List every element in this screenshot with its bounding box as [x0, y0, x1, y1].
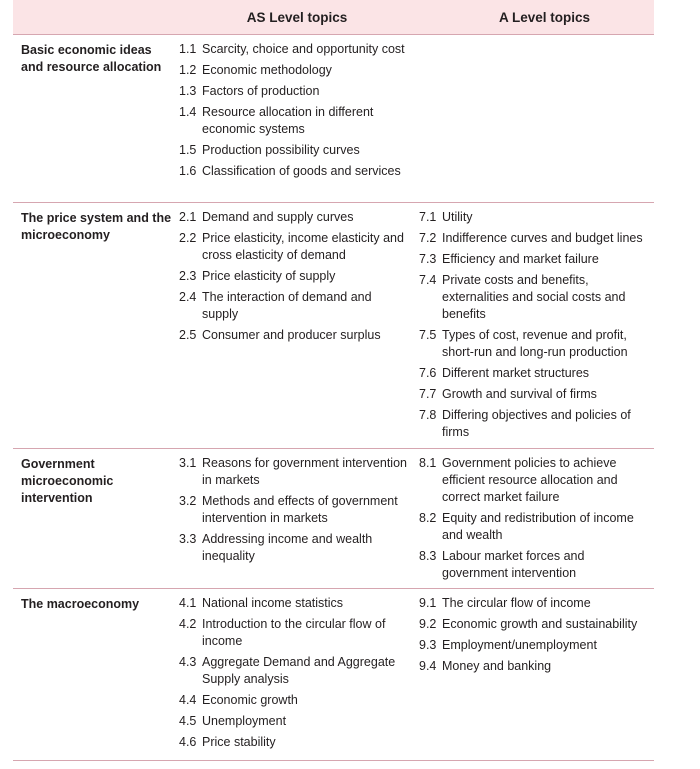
- item-number: 9.3: [419, 638, 437, 652]
- item-text: Production possibility curves: [202, 143, 360, 157]
- as-topics-cell: [175, 455, 415, 588]
- item-number: 7.4: [419, 273, 437, 287]
- table-row: [13, 202, 654, 448]
- item-number: 8.1: [419, 456, 437, 470]
- item-number: 9.2: [419, 617, 437, 631]
- item-text: Resource allocation in different economic systems: [202, 105, 374, 136]
- list-item: [419, 658, 654, 675]
- item-text: Economic methodology: [202, 63, 332, 77]
- list-item: [419, 407, 654, 441]
- item-number: 7.1: [419, 210, 437, 224]
- list-item: [179, 531, 415, 565]
- item-number: 7.6: [419, 366, 437, 380]
- header-a-level: A Level topics: [498, 9, 591, 25]
- item-number: 4.4: [179, 693, 197, 707]
- item-text: Private costs and benefits, externalities and social costs and benefits: [442, 273, 626, 321]
- item-text: Introduction to the circular flow of income: [202, 617, 386, 648]
- list-item: [419, 510, 654, 544]
- item-text: Methods and effects of government intervention in markets: [202, 494, 398, 525]
- row-topic: Basic economic ideas and resource allocation: [21, 43, 162, 74]
- item-text: Differing objectives and policies of firms: [442, 408, 631, 439]
- list-item: [179, 455, 415, 489]
- item-number: 7.7: [419, 387, 437, 401]
- item-number: 4.2: [179, 617, 197, 631]
- a-level-topics-cell: [415, 41, 654, 202]
- row-topic: The macroeconomy: [21, 597, 140, 611]
- item-number: 7.8: [419, 408, 437, 422]
- item-text: Consumer and producer surplus: [202, 328, 381, 342]
- list-item: [419, 455, 654, 506]
- item-number: 1.4: [179, 105, 197, 119]
- item-text: Reasons for government intervention in markets: [202, 456, 407, 487]
- item-number: 1.6: [179, 164, 197, 178]
- item-text: Money and banking: [442, 659, 552, 673]
- item-text: Government policies to achieve efficient resource allocation and correct market failure: [442, 456, 618, 504]
- list-item: [419, 327, 654, 361]
- item-number: 2.5: [179, 328, 197, 342]
- as-topics-cell: [175, 41, 415, 202]
- item-text: Price stability: [202, 735, 276, 749]
- row-topic: The price system and the microeconomy: [21, 211, 172, 242]
- list-item: [179, 654, 415, 688]
- list-item: [179, 163, 415, 180]
- table-row: [13, 588, 654, 761]
- list-item: [179, 327, 415, 344]
- item-number: 4.6: [179, 735, 197, 749]
- item-text: Efficiency and market failure: [442, 252, 599, 266]
- list-item: [179, 616, 415, 650]
- list-item: [179, 268, 415, 285]
- list-item: [179, 595, 415, 612]
- table-header: [13, 0, 654, 34]
- syllabus-table: [13, 0, 654, 761]
- item-number: 7.5: [419, 328, 437, 342]
- list-item: [179, 209, 415, 226]
- a-level-topics-cell: [415, 455, 654, 588]
- item-number: 4.3: [179, 655, 197, 669]
- list-item: [179, 142, 415, 159]
- list-item: [419, 272, 654, 323]
- list-item: [419, 595, 654, 612]
- row-topic: Government microeconomic intervention: [21, 457, 114, 505]
- list-item: [179, 62, 415, 79]
- list-item: [179, 713, 415, 730]
- list-item: [179, 692, 415, 709]
- item-number: 2.1: [179, 210, 197, 224]
- list-item: [419, 616, 654, 633]
- item-number: 9.1: [419, 596, 437, 610]
- item-number: 7.3: [419, 252, 437, 266]
- item-text: Price elasticity of supply: [202, 269, 336, 283]
- item-text: National income statistics: [202, 596, 344, 610]
- item-number: 4.5: [179, 714, 197, 728]
- list-item: [179, 230, 415, 264]
- item-text: Classification of goods and services: [202, 164, 401, 178]
- item-text: Price elasticity, income elasticity and cross elasticity of demand: [202, 231, 404, 262]
- list-item: [179, 83, 415, 100]
- item-text: Unemployment: [202, 714, 287, 728]
- a-level-topics-cell: [415, 595, 654, 760]
- item-number: 3.1: [179, 456, 197, 470]
- table-row: [13, 448, 654, 588]
- list-item: [419, 230, 654, 247]
- list-item: [419, 637, 654, 654]
- as-topics-cell: [175, 595, 415, 760]
- item-text: The interaction of demand and supply: [202, 290, 372, 321]
- item-number: 1.2: [179, 63, 197, 77]
- item-number: 3.3: [179, 532, 197, 546]
- item-number: 1.3: [179, 84, 197, 98]
- item-number: 7.2: [419, 231, 437, 245]
- item-text: Scarcity, choice and opportunity cost: [202, 42, 405, 56]
- item-text: Equity and redistribution of income and wealth: [442, 511, 634, 542]
- item-text: Factors of production: [202, 84, 320, 98]
- list-item: [179, 734, 415, 751]
- item-text: Different market structures: [442, 366, 590, 380]
- item-text: Employment/unemployment: [442, 638, 597, 652]
- header-as-level: AS Level topics: [246, 9, 348, 25]
- a-level-topics-cell: [415, 209, 654, 448]
- list-item: [179, 289, 415, 323]
- item-number: 2.4: [179, 290, 197, 304]
- list-item: [179, 104, 415, 138]
- item-text: Growth and survival of firms: [442, 387, 597, 401]
- item-number: 3.2: [179, 494, 197, 508]
- item-number: 1.5: [179, 143, 197, 157]
- item-number: 8.2: [419, 511, 437, 525]
- item-number: 2.3: [179, 269, 197, 283]
- item-number: 2.2: [179, 231, 197, 245]
- item-text: Labour market forces and government intervention: [442, 549, 585, 580]
- item-text: Addressing income and wealth inequality: [202, 532, 373, 563]
- list-item: [179, 41, 415, 58]
- table-row: [13, 34, 654, 202]
- item-text: The circular flow of income: [442, 596, 591, 610]
- item-number: 4.1: [179, 596, 197, 610]
- item-number: 8.3: [419, 549, 437, 563]
- item-text: Types of cost, revenue and profit, short-run and long-run production: [442, 328, 628, 359]
- item-number: 1.1: [179, 42, 197, 56]
- list-item: [419, 251, 654, 268]
- item-text: Economic growth and sustainability: [442, 617, 638, 631]
- list-item: [419, 548, 654, 582]
- item-text: Economic growth: [202, 693, 298, 707]
- list-item: [419, 209, 654, 226]
- item-text: Utility: [442, 210, 473, 224]
- item-number: 9.4: [419, 659, 437, 673]
- as-topics-cell: [175, 209, 415, 448]
- list-item: [179, 493, 415, 527]
- list-item: [419, 386, 654, 403]
- list-item: [419, 365, 654, 382]
- item-text: Demand and supply curves: [202, 210, 354, 224]
- item-text: Aggregate Demand and Aggregate Supply analysis: [202, 655, 396, 686]
- item-text: Indifference curves and budget lines: [442, 231, 643, 245]
